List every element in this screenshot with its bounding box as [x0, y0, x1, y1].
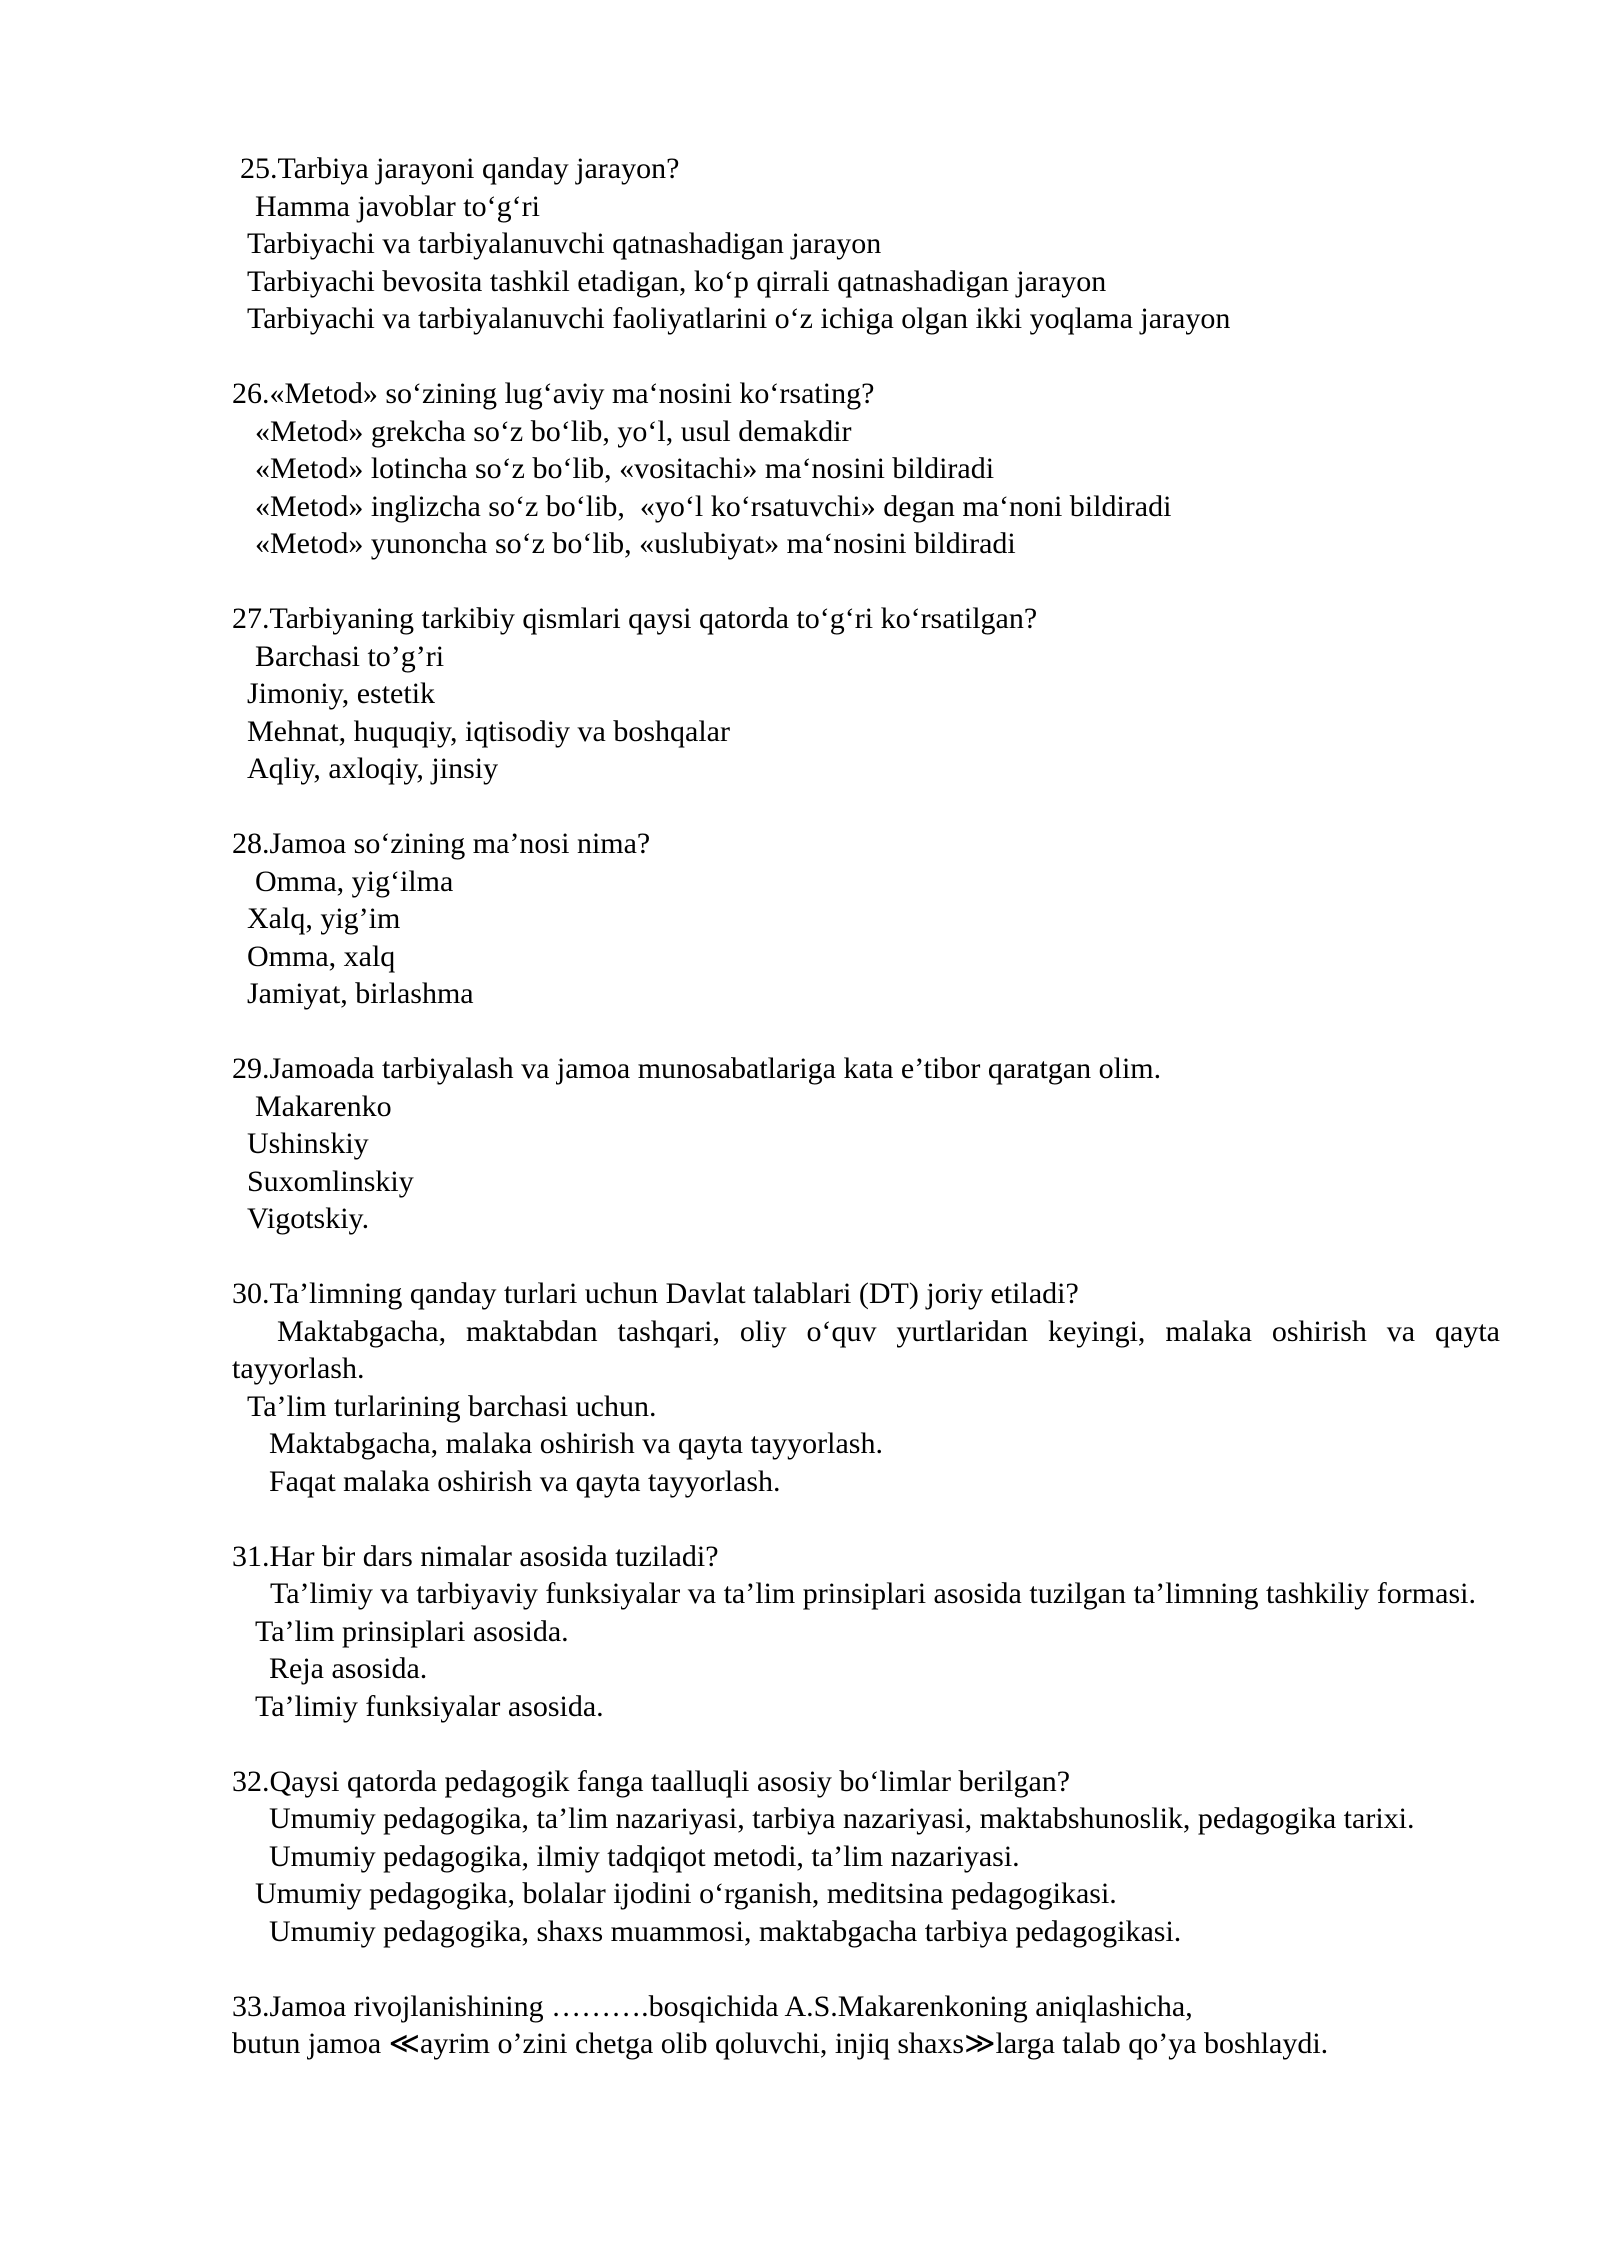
question-27	[232, 600, 1500, 788]
answer-option[interactable]: Omma, xalq	[247, 939, 396, 973]
question-text: 29.Jamoada tarbiyalash va jamoa munosabatlariga kata e’tibor qaratgan olim.	[232, 1052, 1162, 1085]
answer-option[interactable]: Jimoniy, estetik	[247, 677, 436, 710]
answer-option[interactable]: Barchasi to’g’ri	[255, 639, 445, 673]
answer-option[interactable]: Hamma javoblar to‘g‘ri	[255, 189, 540, 223]
question-31	[232, 1538, 1500, 1726]
question-text: 31.Har bir dars nimalar asosida tuziladi?	[232, 1539, 719, 1573]
answer-option[interactable]: Ta’limiy funksiyalar asosida.	[255, 1689, 604, 1723]
question-28	[232, 825, 1500, 1013]
answer-option[interactable]: «Metod» inglizcha so‘z bo‘lib, «yo‘l ko‘rsatuvchi» degan ma‘noni bildiradi	[255, 489, 1172, 523]
answer-option[interactable]: Umumiy pedagogika, ta’lim nazariyasi, tarbiya nazariyasi, maktabshunoslik, pedagogika tarixi.	[269, 1802, 1415, 1835]
question-text: 26.«Metod» so‘zining lug‘aviy ma‘nosini ko‘rsating?	[232, 377, 875, 410]
question-25	[232, 150, 1500, 338]
answer-option[interactable]: Umumiy pedagogika, ilmiy tadqiqot metodi, ta’lim nazariyasi.	[269, 1839, 1020, 1873]
answer-option[interactable]: Maktabgacha, malaka oshirish va qayta tayyorlash.	[269, 1427, 883, 1460]
answer-option[interactable]: Faqat malaka oshirish va qayta tayyorlash.	[269, 1464, 781, 1498]
answer-option[interactable]: Xalq, yig’im	[247, 902, 401, 935]
answer-option[interactable]: Tarbiyachi va tarbiyalanuvchi faoliyatlarini o‘z ichiga olgan ikki yoqlama jarayon	[247, 302, 1231, 335]
answer-option[interactable]: Ta’lim turlarining barchasi uchun.	[247, 1389, 657, 1423]
answer-option[interactable]: Ta’limiy va tarbiyaviy funksiyalar va ta’lim prinsiplari asosida tuzilgan ta’limning tashkiliy formasi.	[270, 1577, 1476, 1610]
question-29	[232, 1050, 1500, 1238]
answer-option[interactable]: Ta’lim prinsiplari asosida.	[255, 1614, 569, 1648]
answer-option[interactable]: «Metod» grekcha so‘z bo‘lib, yo‘l, usul demakdir	[255, 414, 852, 448]
answer-option[interactable]: Suxomlinskiy	[247, 1164, 414, 1198]
question-text: 27.Tarbiyaning tarkibiy qismlari qaysi qatorda to‘g‘ri ko‘rsatilgan?	[232, 602, 1038, 635]
question-text: 25.Tarbiya jarayoni qanday jarayon?	[240, 152, 680, 185]
test-document-page	[232, 150, 1500, 2100]
answer-option[interactable]: Umumiy pedagogika, bolalar ijodini o‘rganish, meditsina pedagogikasi.	[255, 1877, 1117, 1910]
question-33	[232, 1988, 1500, 2063]
answer-option[interactable]: Vigotskiy.	[247, 1202, 370, 1235]
answer-option[interactable]: Reja asosida.	[269, 1652, 428, 1685]
answer-option[interactable]: Ushinskiy	[247, 1127, 369, 1160]
question-32	[232, 1763, 1500, 1951]
answer-option[interactable]: Aqliy, axloqiy, jinsiy	[247, 752, 499, 785]
question-text: 32.Qaysi qatorda pedagogik fanga taalluqli asosiy bo‘limlar berilgan?	[232, 1764, 1071, 1798]
question-text: 28.Jamoa so‘zining ma’nosi nima?	[232, 827, 651, 860]
answer-option[interactable]: Omma, yig‘ilma	[255, 864, 454, 898]
answer-option[interactable]: Tarbiyachi va tarbiyalanuvchi qatnashadigan jarayon	[247, 227, 882, 260]
answer-option[interactable]: Makarenko	[255, 1089, 392, 1123]
answer-option[interactable]: Umumiy pedagogika, shaxs muammosi, maktabgacha tarbiya pedagogikasi.	[269, 1914, 1182, 1948]
question-30	[232, 1275, 1500, 1500]
answer-option[interactable]: Maktabgacha, maktabdan tashqari, oliy o‘quv yurtlaridan keyingi, malaka oshirish va qayta tayyorlash.	[232, 1314, 1500, 1385]
question-text-continuation: butun jamoa ≪ayrim o’zini chetga olib qoluvchi, injiq shaxs≫larga talab qo’ya boshlaydi.	[232, 2027, 1329, 2060]
answer-option[interactable]: Mehnat, huquqiy, iqtisodiy va boshqalar	[247, 714, 730, 748]
question-26	[232, 375, 1500, 563]
answer-option[interactable]: Tarbiyachi bevosita tashkil etadigan, ko‘p qirrali qatnashadigan jarayon	[247, 264, 1107, 298]
question-text: 33.Jamoa rivojlanishining ……….bosqichida A.S.Makarenkoning aniqlashicha,	[232, 1989, 1193, 2023]
answer-option[interactable]: Jamiyat, birlashma	[247, 977, 474, 1010]
question-text: 30.Ta’limning qanday turlari uchun Davlat talablari (DT) joriy etiladi?	[232, 1277, 1079, 1310]
answer-option[interactable]: «Metod» yunoncha so‘z bo‘lib, «uslubiyat» ma‘nosini bildiradi	[255, 527, 1016, 560]
answer-option[interactable]: «Metod» lotincha so‘z bo‘lib, «vositachi» ma‘nosini bildiradi	[255, 452, 995, 485]
